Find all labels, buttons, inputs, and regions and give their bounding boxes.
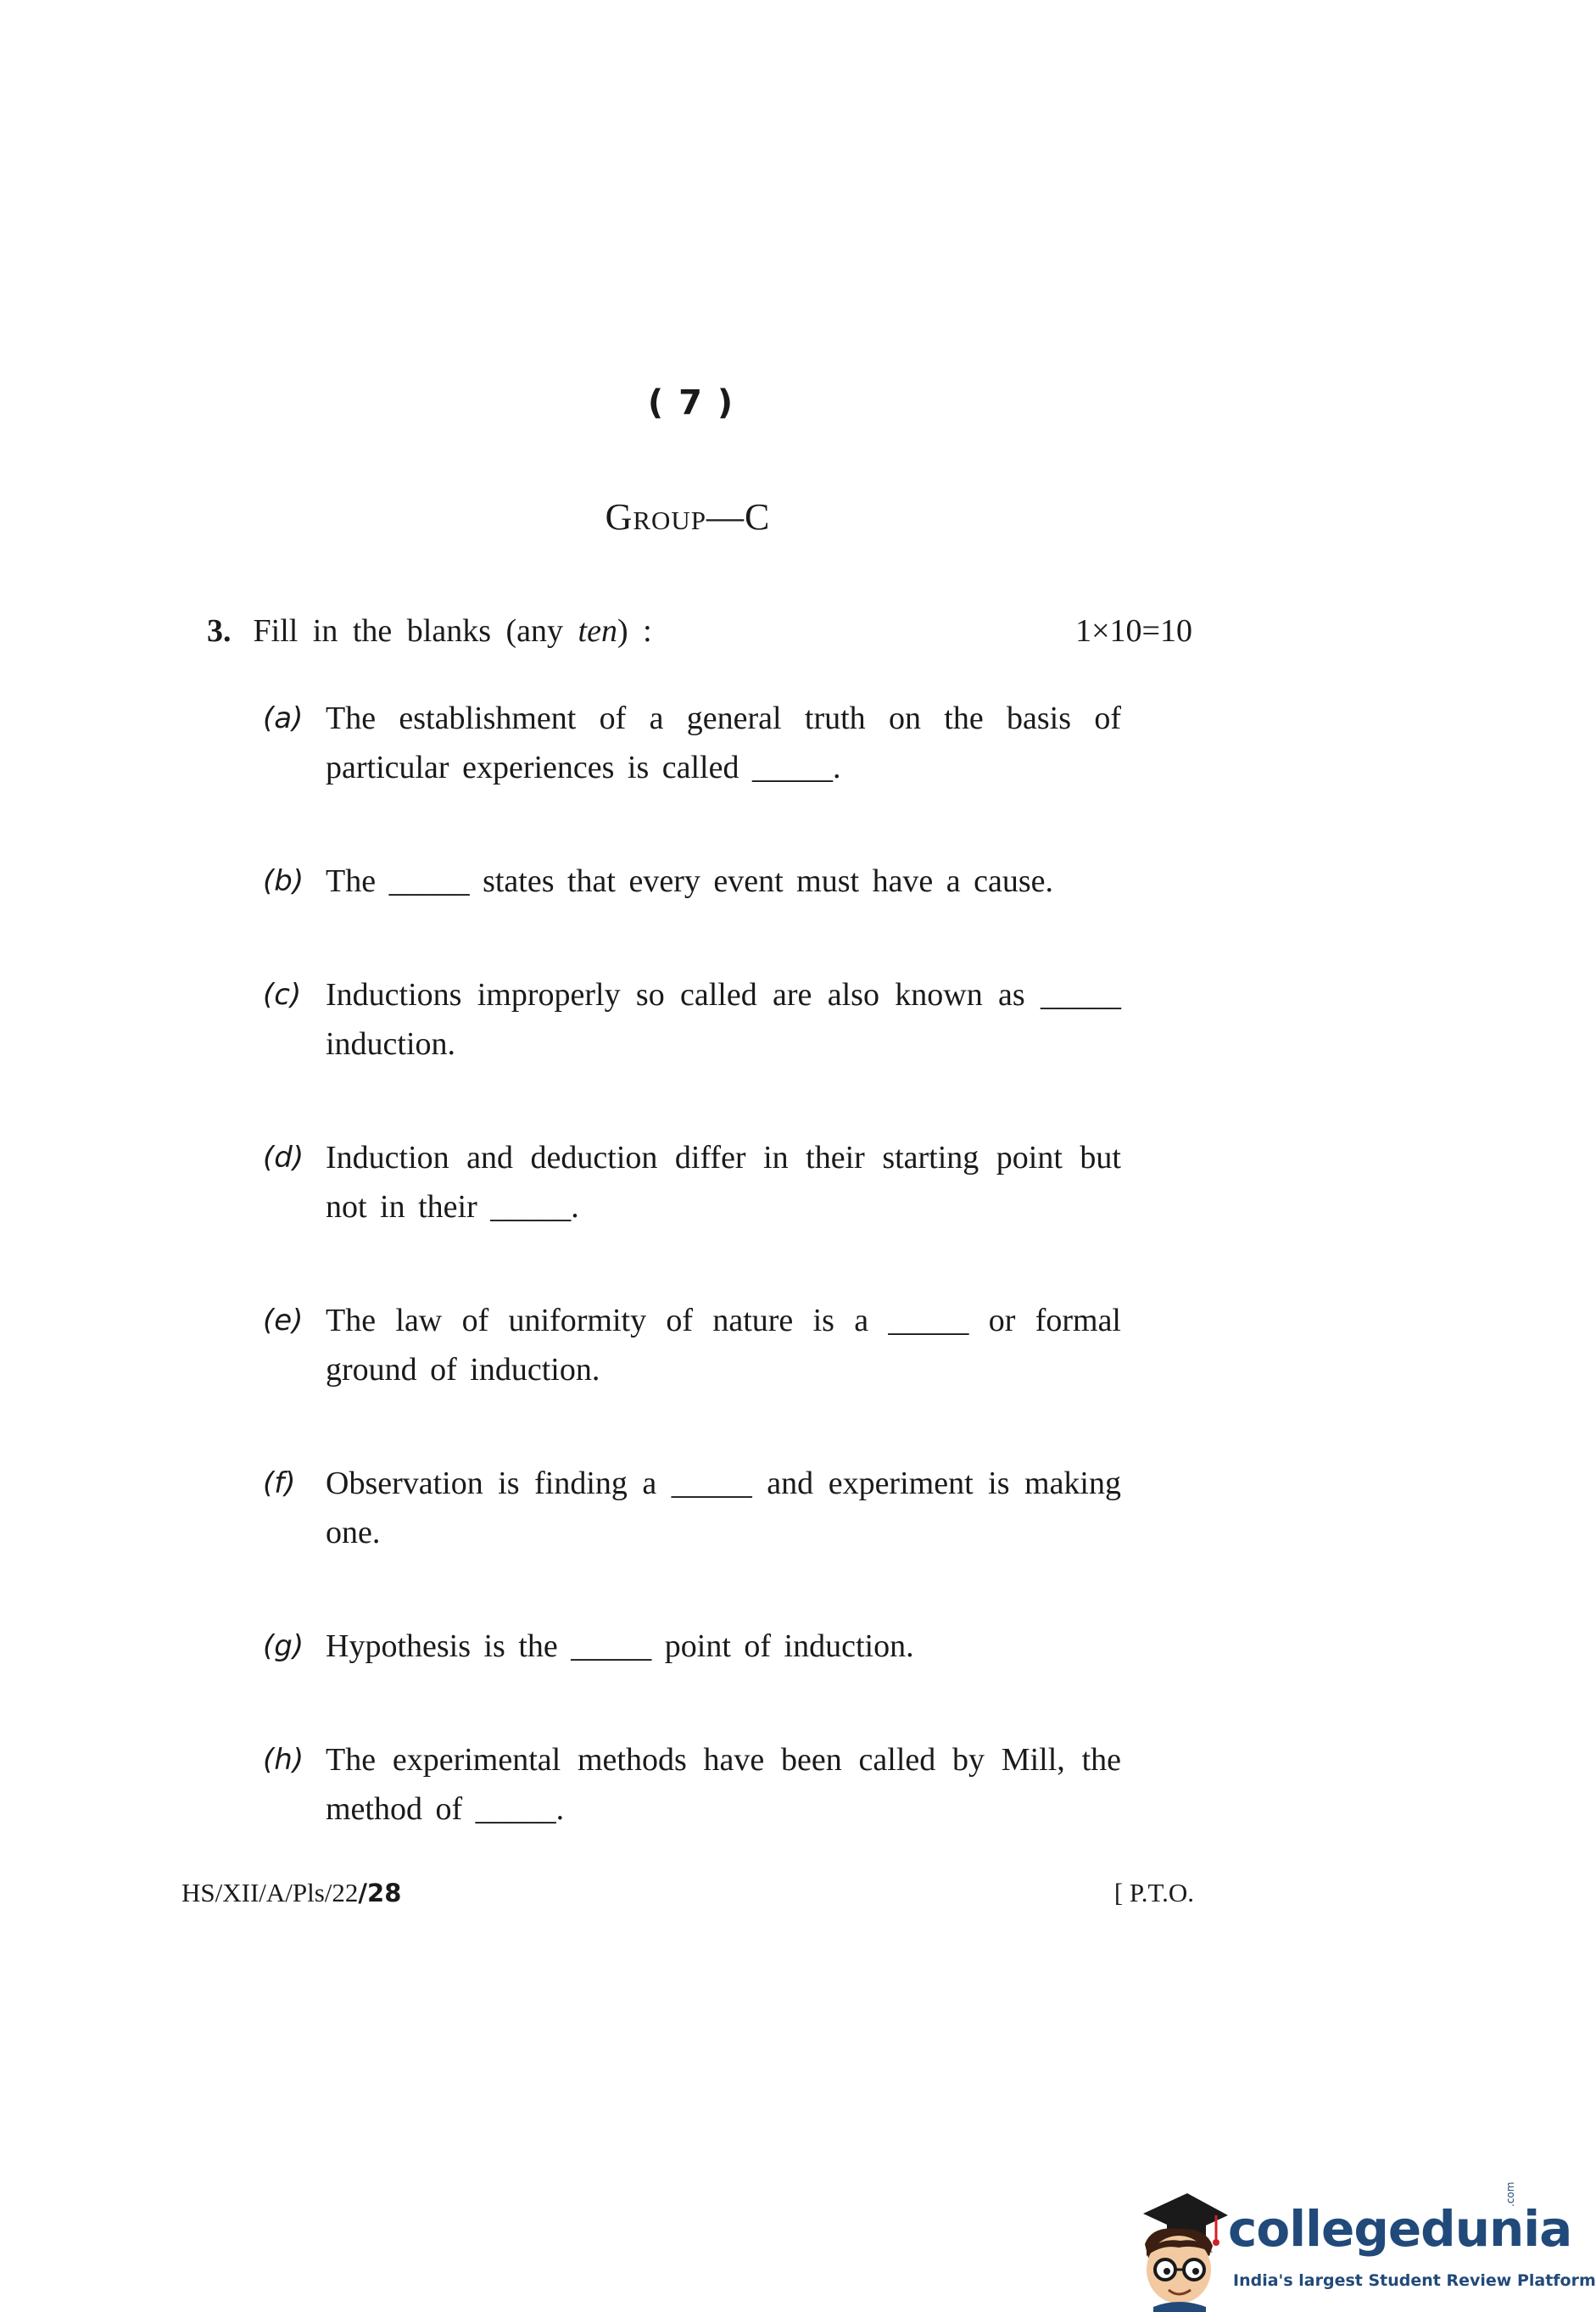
group-title-prefix: Group — [605, 496, 707, 538]
list-item — [263, 1133, 1121, 1231]
item-text: The establishment of a general truth on the basis of particular experiences is called _____. — [326, 701, 1121, 785]
item-label: (e) — [263, 1304, 304, 1337]
question-text-after: ) : — [617, 613, 652, 649]
paper-code-text: HS/XII/A/Pls/22 — [181, 1878, 359, 1907]
paper-code — [181, 1878, 401, 1908]
item-text: The law of uniformity of nature is a _____ or formal ground of induction. — [326, 1303, 1121, 1388]
item-label: (h) — [263, 1743, 304, 1777]
item-text: The experimental methods have been called by Mill, the method of _____. — [326, 1742, 1121, 1827]
collegedunia-logo[interactable] — [1128, 2181, 1596, 2312]
list-item — [263, 857, 1121, 906]
item-text: Hypothesis is the _____ point of induction. — [326, 1628, 914, 1664]
item-label: (g) — [263, 1629, 304, 1663]
page-number: ( 7 ) — [647, 383, 735, 422]
question-number: 3. — [207, 613, 232, 649]
list-item — [263, 1296, 1121, 1394]
question-marks: 1×10=10 — [1075, 613, 1192, 649]
list-item — [263, 1735, 1121, 1834]
item-text: The _____ states that every event must have a cause. — [326, 863, 1054, 899]
item-text: Observation is finding a _____ and experiment is making one. — [326, 1466, 1121, 1550]
group-title — [0, 495, 1376, 539]
list-item — [263, 970, 1121, 1069]
logo-com: .com — [1504, 2181, 1516, 2207]
paper-code-bold: /28 — [358, 1879, 402, 1907]
list-item — [263, 1622, 1121, 1671]
blank-items-list — [263, 694, 1121, 1898]
logo-tagline: India's largest Student Review Platform — [1233, 2271, 1596, 2290]
item-label: (a) — [263, 701, 304, 735]
pto-label: [ P.T.O. — [1113, 1878, 1194, 1907]
group-title-suffix: C — [745, 496, 771, 538]
list-item — [263, 1459, 1121, 1557]
student-mascot-icon — [1128, 2188, 1230, 2312]
question-text-before: Fill in the blanks (any — [253, 613, 578, 649]
group-title-dash: — — [706, 496, 745, 538]
item-text: Inductions improperly so called are also known as _____ induction. — [326, 977, 1121, 1062]
item-label: (b) — [263, 864, 304, 898]
item-label: (d) — [263, 1141, 304, 1175]
question-text-italic: ten — [578, 613, 617, 649]
item-label: (c) — [263, 978, 302, 1012]
question-header — [207, 612, 1192, 650]
question-instruction — [207, 612, 652, 650]
item-label: (f) — [263, 1466, 296, 1500]
item-text: Induction and deduction differ in their starting point but not in their _____. — [326, 1140, 1121, 1225]
logo-wordmark: collegedunia — [1228, 2200, 1572, 2258]
list-item — [263, 694, 1121, 792]
page-footer — [181, 1878, 1194, 1908]
